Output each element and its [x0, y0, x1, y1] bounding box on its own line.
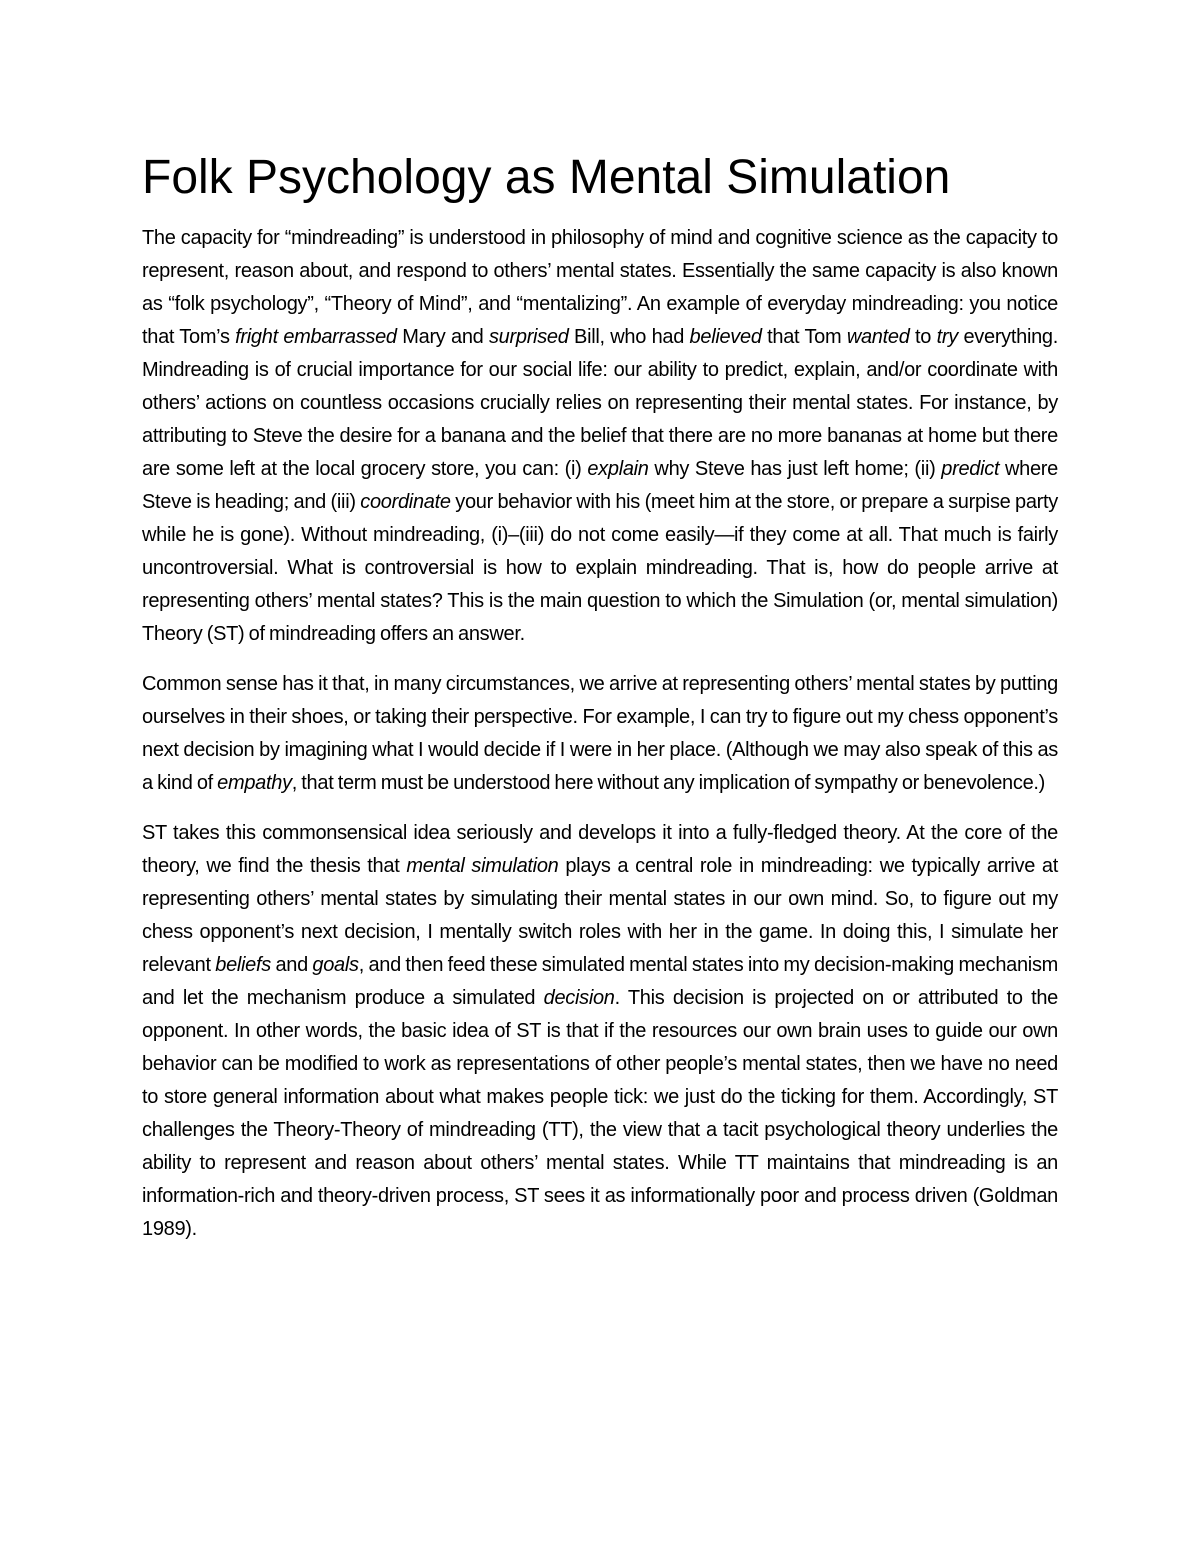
body-paragraph — [142, 668, 1058, 800]
text-run: , and then feed these simulated mental states into my decision-making mechanism and let the mechanism produce a simulated — [142, 954, 1058, 1009]
text-run: why Steve has just left home; (ii) — [648, 458, 942, 480]
body-paragraph — [142, 817, 1058, 1246]
text-run: Mary and — [396, 326, 489, 348]
italic-term: mental simulation — [406, 855, 559, 877]
italic-term: wanted — [846, 326, 910, 348]
text-run: ST takes this commonsensical idea seriously and develops it into a fully-fledged theory. At the core of the theory, we find the thesis that — [142, 822, 1058, 877]
text-run: Common sense has it that, in many circumstances, we arrive at representing others’ mental states by putting ourselves in their shoes, or taking their perspective. For example, I can try to figure out my chess opponent’s next decision by imagining what I would decide if I were in her place. (Although we may also speak of this as a kind of — [142, 673, 1058, 794]
italic-term: beliefs — [215, 954, 271, 976]
text-run: your behavior with his (meet him at the store, or prepare a surpise party while he is gone). Without mindreading, (i)–(iii) do not come easily—if they come at all. That much is fairly uncontroversial. What is controversial is how to explain mindreading. That is, how do people arrive at representing others’ mental states? This is the main question to which the Simulation (or, mental simulation) Theory (ST) of mindreading offers an answer. — [142, 491, 1058, 645]
italic-term: decision — [543, 987, 615, 1009]
document-body — [142, 222, 1058, 1263]
text-run: . This decision is projected on or attributed to the opponent. In other words, the basic idea of ST is that if the resources our own brain uses to guide our own behavior can be modified to work as representations of other people’s mental states, then we have no need to store general information about what makes people tick: we just do the ticking for them. Accordingly, ST challenges the Theory-Theory of mindreading (TT), the view that a tacit psychological theory underlies the ability to represent and reason about others’ mental states. While TT maintains that mindreading is an information-rich and theory-driven process, ST sees it as informationally poor and process driven (Goldman 1989). — [142, 987, 1058, 1240]
italic-term: empathy — [217, 772, 292, 794]
italic-term: coordinate — [360, 491, 451, 513]
text-run: that Tom — [761, 326, 847, 348]
italic-term: try — [936, 326, 958, 348]
body-paragraph — [142, 222, 1058, 651]
italic-term: surprised — [488, 326, 569, 348]
text-run: where Steve is heading; and (iii) — [142, 458, 1058, 513]
italic-term: predict — [941, 458, 1000, 480]
text-run: , that term must be understood here without any implication of sympathy or benevolence.) — [291, 772, 1046, 794]
text-run: and — [270, 954, 313, 976]
italic-term: goals — [312, 954, 359, 976]
italic-term: believed — [689, 326, 762, 348]
text-run: everything. Mindreading is of crucial importance for our social life: our ability to predict, explain, and/or coordinate with others’ actions on countless occasions crucially relies on representing their mental states. For instance, by attributing to Steve the desire for a banana and the belief that there are no more bananas at home but there are some left at the local grocery store, you can: (i) — [142, 326, 1059, 480]
italic-term: explain — [587, 458, 649, 480]
text-run: plays a central role in mindreading: we typically arrive at representing others’ mental states by simulating their mental states in our own mind. So, to figure out my chess opponent’s next decision, I mentally switch roles with her in the game. In doing this, I simulate her relevant — [142, 855, 1058, 976]
italic-term: fright embarrassed — [235, 326, 397, 348]
text-run: to — [909, 326, 937, 348]
text-run: The capacity for “mindreading” is understood in philosophy of mind and cognitive science as the capacity to represent, reason about, and respond to others’ mental states. Essentially the same capacity is also known as “folk psychology”, “Theory of Mind”, and “mentalizing”. An example of everyday mindreading: you notice that Tom’s — [142, 227, 1058, 348]
document-title: Folk Psychology as Mental Simulation — [142, 151, 951, 204]
text-run: Bill, who had — [568, 326, 690, 348]
